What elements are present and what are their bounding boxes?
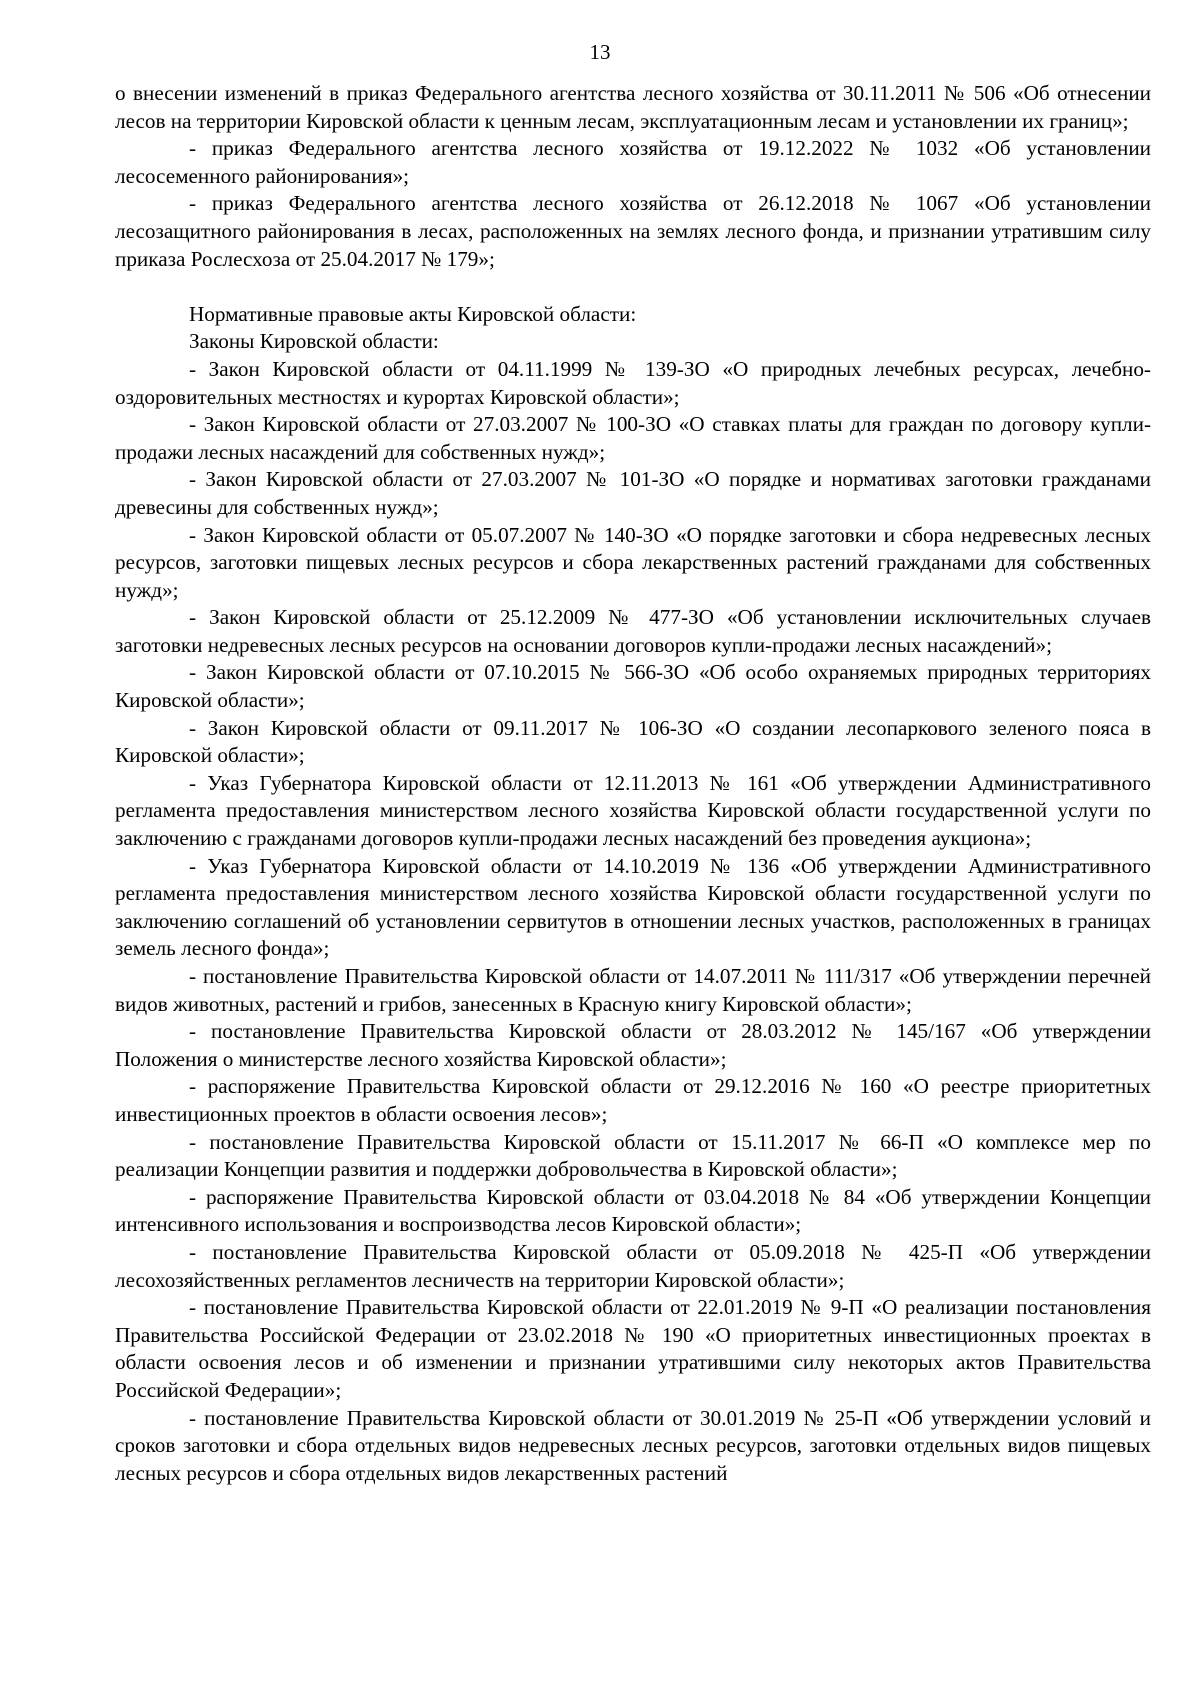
list-item: - приказ Федерального агентства лесного хозяйства от 19.12.2022 № 1032 «Об установлении лесосеменного районирования»; [115, 136, 1151, 188]
list-item: - постановление Правительства Кировской области от 30.01.2019 № 25-П «Об утверждении условий и сроков заготовки и сбора отдельных видов недревесных лесных ресурсов, заготовки отдельных видов пищевых лесных ресурсов и сбора отдельных видов лекарственных растений [115, 1405, 1151, 1485]
list-item: - Закон Кировской области от 25.12.2009 № 477-ЗО «Об установлении исключительных случаев заготовки недревесных лесных ресурсов на основании договоров купли-продажи лесных насаждений»; [115, 605, 1151, 657]
paragraph-continuation: о внесении изменений в приказ Федерального агентства лесного хозяйства от 30.11.2011 № 506 «Об отнесении лесов на территории Кировской области к ценным лесам, эксплуатационным лесам и установлении их границ»; [115, 81, 1151, 133]
list-item: - Закон Кировской области от 27.03.2007 № 101-ЗО «О порядке и нормативах заготовки гражданами древесины для собственных нужд»; [115, 467, 1151, 519]
list-item: - Закон Кировской области от 04.11.1999 № 139-ЗО «О природных лечебных ресурсах, лечебно-оздоровительных местностях и курортах Кировской области»; [115, 356, 1151, 409]
list-item: - Закон Кировской области от 07.10.2015 № 566-ЗО «Об особо охраняемых природных территориях Кировской области»; [115, 660, 1151, 713]
list-item: - Закон Кировской области от 09.11.2017 № 106-ЗО «О создании лесопаркового зеленого пояса в Кировской области»; [115, 715, 1151, 768]
list-item: - приказ Федерального агентства лесного хозяйства от 26.12.2018 № 1067 «Об установлении лесозащитного районирования в лесах, расположенных на землях лесного фонда, и признании утратившим силу приказа Рослесхоза от 25.04.2017 № 179»; [115, 191, 1151, 271]
list-item: - постановление Правительства Кировской области от 28.03.2012 № 145/167 «Об утверждении Положения о министерстве лесного хозяйства Кировской области»; [115, 1019, 1151, 1071]
list-item: - постановление Правительства Кировской области от 05.09.2018 № 425-П «Об утверждении лесохозяйственных регламентов лесничеств на территории Кировской области»; [115, 1239, 1151, 1292]
list-item: - Закон Кировской области от 05.07.2007 № 140-ЗО «О порядке заготовки и сбора недревесных лесных ресурсов, заготовки пищевых лесных ресурсов и сбора лекарственных растений гражданами для собственных нужд»; [115, 522, 1151, 602]
section-heading: Нормативные правовые акты Кировской области: [189, 301, 637, 326]
list-item: - распоряжение Правительства Кировской области от 03.04.2018 № 84 «Об утверждении Концепции интенсивного использования и воспроизводства лесов Кировской области»; [115, 1184, 1151, 1237]
list-item: - постановление Правительства Кировской области от 14.07.2011 № 111/317 «Об утверждении перечней видов животных, растений и грибов, занесенных в Красную книгу Кировской области»; [115, 964, 1151, 1016]
paragraph-gap [115, 273, 1151, 301]
document-body [115, 80, 1151, 1487]
list-item: - Закон Кировской области от 27.03.2007 № 100-ЗО «О ставках платы для граждан по договору купли-продажи лесных насаждений для собственных нужд»; [115, 412, 1151, 464]
list-item: - Указ Губернатора Кировской области от 14.10.2019 № 136 «Об утверждении Административного регламента предоставления министерством лесного хозяйства Кировской области государственной услуги по заключению соглашений об установлении сервитутов в отношении лесных участков, расположенных в границах земель лесного фонда»; [115, 853, 1151, 961]
list-item: - распоряжение Правительства Кировской области от 29.12.2016 № 160 «О реестре приоритетных инвестиционных проектов в области освоения лесов»; [115, 1074, 1151, 1126]
list-item: - постановление Правительства Кировской области от 22.01.2019 № 9-П «О реализации постановления Правительства Российской Федерации от 23.02.2018 № 190 «О приоритетных инвестиционных проектах в области освоения лесов и об изменении и признании утратившими силу некоторых актов Правительства Российской Федерации»; [115, 1295, 1151, 1402]
page-number: 13 [589, 40, 611, 64]
list-item: - Указ Губернатора Кировской области от 12.11.2013 № 161 «Об утверждении Административного регламента предоставления министерством лесного хозяйства Кировской области государственной услуги по заключению с гражданами договоров купли-продажи лесных насаждений без проведения аукциона»; [115, 770, 1151, 851]
list-item: - постановление Правительства Кировской области от 15.11.2017 № 66-П «О комплексе мер по реализации Концепции развития и поддержки добровольчества в Кировской области»; [115, 1129, 1151, 1182]
subsection-heading: Законы Кировской области: [189, 329, 439, 354]
